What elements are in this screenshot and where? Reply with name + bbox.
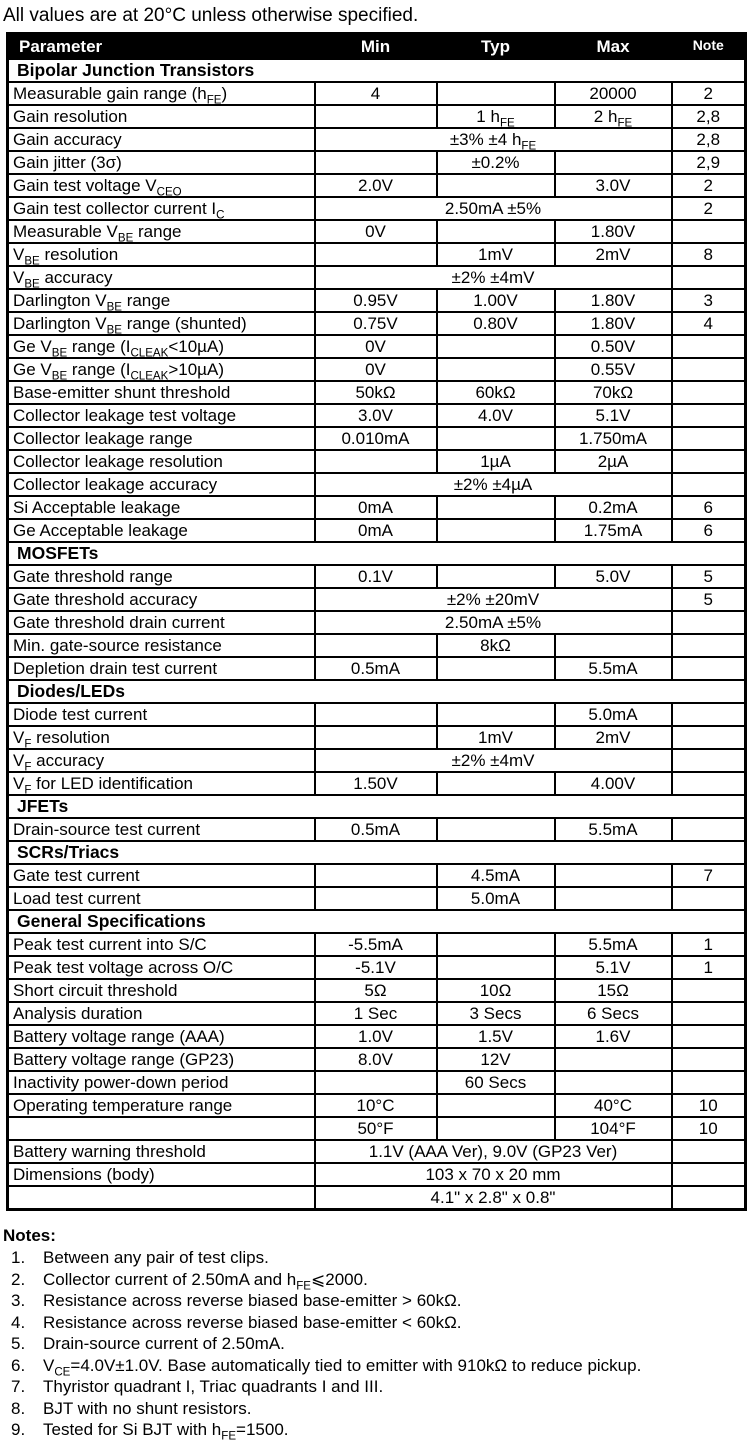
header-row — [8, 34, 746, 60]
max-cell — [555, 1048, 672, 1071]
min-cell: 50kΩ — [315, 381, 437, 404]
max-cell: 5.1V — [555, 956, 672, 979]
table-row — [8, 496, 746, 519]
table-row — [8, 289, 746, 312]
min-cell: 0.95V — [315, 289, 437, 312]
typ-cell — [437, 496, 555, 519]
min-cell — [315, 243, 437, 266]
min-cell: 8.0V — [315, 1048, 437, 1071]
parameter-cell: Gain test voltage $V_{CEO}$ — [8, 174, 315, 197]
note-cell — [672, 772, 746, 795]
table-row — [8, 519, 746, 542]
section-title: Diodes/LEDs — [8, 680, 746, 703]
table-row — [8, 864, 746, 887]
table-row — [8, 887, 746, 910]
column-header-note: Note — [672, 34, 746, 60]
note-cell — [672, 1163, 746, 1186]
min-cell: 5Ω — [315, 979, 437, 1002]
table-row — [8, 1025, 746, 1048]
parameter-cell: Battery voltage range (GP23) — [8, 1048, 315, 1071]
value-cell-merged: ±2% ±4mV — [315, 749, 672, 772]
note-cell: 4 — [672, 312, 746, 335]
parameter-cell: Min. gate-source resistance — [8, 634, 315, 657]
section-row — [8, 542, 746, 565]
notes-list — [3, 1247, 750, 1441]
parameter-cell: Depletion drain test current — [8, 657, 315, 680]
note-number: 7. — [11, 1377, 26, 1396]
max-cell: 0.2mA — [555, 496, 672, 519]
parameter-cell: Gain resolution — [8, 105, 315, 128]
min-cell: -5.1V — [315, 956, 437, 979]
min-cell — [315, 450, 437, 473]
parameter-cell: Gain jitter (3σ) — [8, 151, 315, 174]
max-cell: 6 Secs — [555, 1002, 672, 1025]
typ-cell: 1mV — [437, 243, 555, 266]
table-header — [8, 34, 746, 60]
note-cell — [672, 979, 746, 1002]
value-cell-merged: 2.50mA ±5% — [315, 611, 672, 634]
max-cell: 2mV — [555, 243, 672, 266]
note-item — [3, 1247, 750, 1269]
typ-cell — [437, 427, 555, 450]
table-row — [8, 772, 746, 795]
parameter-cell: Gate threshold accuracy — [8, 588, 315, 611]
min-cell — [315, 887, 437, 910]
notes-heading: Notes: — [3, 1226, 56, 1245]
parameter-cell: Short circuit threshold — [8, 979, 315, 1002]
parameter-cell: Darlington $V_{BE}$ range (shunted) — [8, 312, 315, 335]
max-cell: 1.75mA — [555, 519, 672, 542]
note-cell: 10 — [672, 1117, 746, 1140]
parameter-cell: Darlington $V_{BE}$ range — [8, 289, 315, 312]
column-header-parameter: Parameter — [8, 34, 315, 60]
min-cell: 0.1V — [315, 565, 437, 588]
min-cell — [315, 105, 437, 128]
note-cell: 2 — [672, 174, 746, 197]
table-row — [8, 473, 746, 496]
min-cell: 4 — [315, 82, 437, 105]
typ-cell: 4.0V — [437, 404, 555, 427]
max-cell: 15Ω — [555, 979, 672, 1002]
table-row — [8, 933, 746, 956]
typ-cell — [437, 174, 555, 197]
max-cell: 5.0mA — [555, 703, 672, 726]
table-body — [8, 59, 746, 1210]
parameter-cell: $V_{BE}$ accuracy — [8, 266, 315, 289]
note-cell — [672, 1002, 746, 1025]
note-cell — [672, 1071, 746, 1094]
section-title: SCRs/Triacs — [8, 841, 746, 864]
table-row — [8, 634, 746, 657]
parameter-cell: Battery voltage range (AAA) — [8, 1025, 315, 1048]
note-text: BJT with no shunt resistors. — [43, 1398, 252, 1418]
max-cell: 70kΩ — [555, 381, 672, 404]
parameter-cell: $V_F$ resolution — [8, 726, 315, 749]
note-cell — [672, 749, 746, 772]
typ-cell — [437, 220, 555, 243]
note-text: Drain-source current of 2.50mA. — [43, 1334, 285, 1353]
max-cell — [555, 887, 672, 910]
table-row — [8, 1071, 746, 1094]
value-cell-merged: ±2% ±20mV — [315, 588, 672, 611]
max-cell: 5.5mA — [555, 657, 672, 680]
table-row — [8, 611, 746, 634]
note-item — [3, 1312, 750, 1334]
note-cell: 2 — [672, 197, 746, 220]
parameter-cell: Battery warning threshold — [8, 1140, 315, 1163]
max-cell: 0.50V — [555, 335, 672, 358]
parameter-cell — [8, 1117, 315, 1140]
typ-cell — [437, 82, 555, 105]
table-row — [8, 220, 746, 243]
min-cell: 0.010mA — [315, 427, 437, 450]
table-row — [8, 1002, 746, 1025]
note-cell — [672, 358, 746, 381]
spec-table — [6, 32, 747, 1211]
note-number: 3. — [11, 1291, 26, 1310]
parameter-cell: Peak test voltage across O/C — [8, 956, 315, 979]
min-cell: 0V — [315, 358, 437, 381]
min-cell: 0.75V — [315, 312, 437, 335]
typ-cell — [437, 519, 555, 542]
max-cell — [555, 151, 672, 174]
note-cell — [672, 1025, 746, 1048]
typ-cell — [437, 335, 555, 358]
note-number: 8. — [11, 1398, 26, 1418]
note-cell — [672, 703, 746, 726]
parameter-cell: Collector leakage test voltage — [8, 404, 315, 427]
note-cell — [672, 404, 746, 427]
min-cell: 50°F — [315, 1117, 437, 1140]
max-cell: 5.0V — [555, 565, 672, 588]
parameter-cell: Peak test current into S/C — [8, 933, 315, 956]
note-cell: 2,9 — [672, 151, 746, 174]
max-cell: 20000 — [555, 82, 672, 105]
min-cell: 1.50V — [315, 772, 437, 795]
parameter-cell: Operating temperature range — [8, 1094, 315, 1117]
note-cell — [672, 450, 746, 473]
parameter-cell: Diode test current — [8, 703, 315, 726]
table-row — [8, 726, 746, 749]
note-cell — [672, 473, 746, 496]
table-row — [8, 174, 746, 197]
value-cell-merged: 4.1" x 2.8" x 0.8" — [315, 1186, 672, 1210]
typ-cell: 10Ω — [437, 979, 555, 1002]
max-cell: 0.55V — [555, 358, 672, 381]
section-title: JFETs — [8, 795, 746, 818]
table-row — [8, 335, 746, 358]
min-cell: 3.0V — [315, 404, 437, 427]
max-cell: 1.80V — [555, 312, 672, 335]
note-number: 2. — [11, 1269, 26, 1289]
min-cell: 0V — [315, 335, 437, 358]
typ-cell: 1µA — [437, 450, 555, 473]
min-cell — [315, 703, 437, 726]
note-cell — [672, 427, 746, 450]
min-cell: 0V — [315, 220, 437, 243]
typ-cell: 1.00V — [437, 289, 555, 312]
section-row — [8, 841, 746, 864]
note-item — [3, 1290, 750, 1312]
parameter-cell: Gate threshold drain current — [8, 611, 315, 634]
note-item — [3, 1269, 750, 1291]
parameter-cell: Drain-source test current — [8, 818, 315, 841]
table-row — [8, 82, 746, 105]
parameter-cell: Collector leakage accuracy — [8, 473, 315, 496]
note-item — [3, 1376, 750, 1398]
min-cell: 0mA — [315, 496, 437, 519]
parameter-cell: $V_{BE}$ resolution — [8, 243, 315, 266]
table-row — [8, 1048, 746, 1071]
table-row — [8, 266, 746, 289]
parameter-cell: Inactivity power-down period — [8, 1071, 315, 1094]
min-cell: 1 Sec — [315, 1002, 437, 1025]
max-cell: 104°F — [555, 1117, 672, 1140]
typ-cell — [437, 565, 555, 588]
note-cell: 2,8 — [672, 128, 746, 151]
min-cell: 1.0V — [315, 1025, 437, 1048]
parameter-cell: Dimensions (body) — [8, 1163, 315, 1186]
note-item — [3, 1333, 750, 1355]
note-cell — [672, 887, 746, 910]
note-number: 1. — [11, 1248, 26, 1267]
note-cell: 3 — [672, 289, 746, 312]
value-cell-merged: 103 x 70 x 20 mm — [315, 1163, 672, 1186]
note-number: 4. — [11, 1312, 26, 1332]
parameter-cell: Collector leakage range — [8, 427, 315, 450]
note-cell: 2 — [672, 82, 746, 105]
table-row — [8, 1186, 746, 1210]
note-cell: 5 — [672, 565, 746, 588]
note-cell: 2,8 — [672, 105, 746, 128]
table-row — [8, 565, 746, 588]
note-cell: 10 — [672, 1094, 746, 1117]
max-cell: 5.1V — [555, 404, 672, 427]
parameter-cell: Measurable $V_{BE}$ range — [8, 220, 315, 243]
note-text: Collector current of 2.50mA and $h_{FE}⩽2000$. — [43, 1269, 368, 1292]
value-cell-merged: ±2% ±4mV — [315, 266, 672, 289]
min-cell: 2.0V — [315, 174, 437, 197]
table-row — [8, 450, 746, 473]
max-cell: 1.80V — [555, 220, 672, 243]
typ-cell — [437, 703, 555, 726]
value-cell-merged: ±2% ±4µA — [315, 473, 672, 496]
typ-cell — [437, 1094, 555, 1117]
table-row — [8, 105, 746, 128]
parameter-cell: $V_F$ for LED identification — [8, 772, 315, 795]
section-title: MOSFETs — [8, 542, 746, 565]
min-cell — [315, 1071, 437, 1094]
parameter-cell: Base-emitter shunt threshold — [8, 381, 315, 404]
section-row — [8, 680, 746, 703]
max-cell: 2µA — [555, 450, 672, 473]
section-row — [8, 795, 746, 818]
typ-cell: ±0.2% — [437, 151, 555, 174]
note-cell: 1 — [672, 956, 746, 979]
parameter-cell: Measurable gain range $(h_{FE})$ — [8, 82, 315, 105]
parameter-cell: Analysis duration — [8, 1002, 315, 1025]
typ-cell: 1 $h_{FE}$ — [437, 105, 555, 128]
max-cell: 5.5mA — [555, 933, 672, 956]
typ-cell — [437, 956, 555, 979]
min-cell: 0.5mA — [315, 818, 437, 841]
typ-cell: 8kΩ — [437, 634, 555, 657]
note-number: 9. — [11, 1420, 26, 1439]
parameter-cell: Gain test collector current $I_C$ — [8, 197, 315, 220]
typ-cell — [437, 772, 555, 795]
value-cell-merged: 1.1V (AAA Ver), 9.0V (GP23 Ver) — [315, 1140, 672, 1163]
typ-cell: 60 Secs — [437, 1071, 555, 1094]
table-row — [8, 197, 746, 220]
note-text: Resistance across reverse biased base-emitter < 60kΩ. — [43, 1312, 462, 1332]
table-row — [8, 312, 746, 335]
note-cell: 6 — [672, 519, 746, 542]
table-row — [8, 381, 746, 404]
note-cell: 6 — [672, 496, 746, 519]
min-cell: -5.5mA — [315, 933, 437, 956]
table-row — [8, 128, 746, 151]
page-title: All values are at 20°C unless otherwise specified. — [3, 5, 419, 26]
typ-cell: 1.5V — [437, 1025, 555, 1048]
note-cell: 7 — [672, 864, 746, 887]
note-text: Tested for Si BJT with $h_{FE}=1500$. — [43, 1420, 289, 1443]
table-row — [8, 1163, 746, 1186]
notes-section — [3, 1225, 750, 1441]
typ-cell: 60kΩ — [437, 381, 555, 404]
typ-cell — [437, 1117, 555, 1140]
min-cell — [315, 726, 437, 749]
note-number: 5. — [11, 1334, 26, 1353]
parameter-cell — [8, 1186, 315, 1210]
max-cell: 5.5mA — [555, 818, 672, 841]
parameter-cell: Gain accuracy — [8, 128, 315, 151]
note-cell — [672, 1186, 746, 1210]
max-cell: 2mV — [555, 726, 672, 749]
note-item — [3, 1355, 750, 1377]
note-text: $V_{CE}=4.0V\pm 1.0V$. Base automatically tied to emitter with 910kΩ to reduce pickup. — [43, 1355, 642, 1378]
max-cell: 1.6V — [555, 1025, 672, 1048]
note-cell — [672, 266, 746, 289]
column-header-typ: Typ — [437, 34, 555, 60]
min-cell: 10°C — [315, 1094, 437, 1117]
note-item — [3, 1398, 750, 1420]
min-cell — [315, 634, 437, 657]
parameter-cell: Ge $V_{BE}$ range $(I_{CLEAK}>10\mu A)$ — [8, 358, 315, 381]
table-row — [8, 657, 746, 680]
typ-cell — [437, 933, 555, 956]
parameter-cell: Ge $V_{BE}$ range $(I_{CLEAK}<10\mu A)$ — [8, 335, 315, 358]
note-cell — [672, 634, 746, 657]
table-row — [8, 404, 746, 427]
section-title: General Specifications — [8, 910, 746, 933]
min-cell: 0mA — [315, 519, 437, 542]
table-row — [8, 427, 746, 450]
parameter-cell: $V_F$ accuracy — [8, 749, 315, 772]
typ-cell: 3 Secs — [437, 1002, 555, 1025]
note-cell — [672, 726, 746, 749]
note-item — [3, 1419, 750, 1441]
note-text: Between any pair of test clips. — [43, 1248, 269, 1267]
parameter-cell: Gate test current — [8, 864, 315, 887]
max-cell: 1.750mA — [555, 427, 672, 450]
table-row — [8, 1117, 746, 1140]
note-cell: 1 — [672, 933, 746, 956]
table-row — [8, 818, 746, 841]
parameter-cell: Collector leakage resolution — [8, 450, 315, 473]
note-cell — [672, 818, 746, 841]
column-header-min: Min — [315, 34, 437, 60]
table-row — [8, 956, 746, 979]
section-row — [8, 59, 746, 82]
note-cell — [672, 1048, 746, 1071]
note-text: Thyristor quadrant I, Triac quadrants I and III. — [43, 1377, 384, 1396]
parameter-cell: Si Acceptable leakage — [8, 496, 315, 519]
table-row — [8, 1140, 746, 1163]
table-row — [8, 151, 746, 174]
section-row — [8, 910, 746, 933]
typ-cell: 4.5mA — [437, 864, 555, 887]
table-row — [8, 1094, 746, 1117]
table-row — [8, 358, 746, 381]
note-number: 6. — [11, 1355, 26, 1375]
min-cell — [315, 151, 437, 174]
note-text: Resistance across reverse biased base-emitter > 60kΩ. — [43, 1291, 462, 1310]
note-cell — [672, 657, 746, 680]
typ-cell: 12V — [437, 1048, 555, 1071]
value-cell-merged: 2.50mA ±5% — [315, 197, 672, 220]
parameter-cell: Gate threshold range — [8, 565, 315, 588]
typ-cell: 1mV — [437, 726, 555, 749]
max-cell — [555, 634, 672, 657]
typ-cell — [437, 358, 555, 381]
table-row — [8, 588, 746, 611]
typ-cell — [437, 818, 555, 841]
max-cell: 2 $h_{FE}$ — [555, 105, 672, 128]
max-cell: 3.0V — [555, 174, 672, 197]
max-cell — [555, 864, 672, 887]
max-cell: 4.00V — [555, 772, 672, 795]
column-header-max: Max — [555, 34, 672, 60]
min-cell — [315, 864, 437, 887]
max-cell — [555, 1071, 672, 1094]
note-cell — [672, 381, 746, 404]
note-cell — [672, 1140, 746, 1163]
table-row — [8, 703, 746, 726]
table-row — [8, 749, 746, 772]
typ-cell — [437, 657, 555, 680]
note-cell: 8 — [672, 243, 746, 266]
parameter-cell: Load test current — [8, 887, 315, 910]
value-cell-merged: ±3% ±4 $h_{FE}$ — [315, 128, 672, 151]
note-cell: 5 — [672, 588, 746, 611]
note-cell — [672, 611, 746, 634]
note-cell — [672, 335, 746, 358]
typ-cell: 5.0mA — [437, 887, 555, 910]
table-row — [8, 979, 746, 1002]
parameter-cell: Ge Acceptable leakage — [8, 519, 315, 542]
typ-cell: 0.80V — [437, 312, 555, 335]
max-cell: 40°C — [555, 1094, 672, 1117]
max-cell: 1.80V — [555, 289, 672, 312]
note-cell — [672, 220, 746, 243]
table-row — [8, 243, 746, 266]
min-cell: 0.5mA — [315, 657, 437, 680]
section-title: Bipolar Junction Transistors — [8, 59, 746, 82]
